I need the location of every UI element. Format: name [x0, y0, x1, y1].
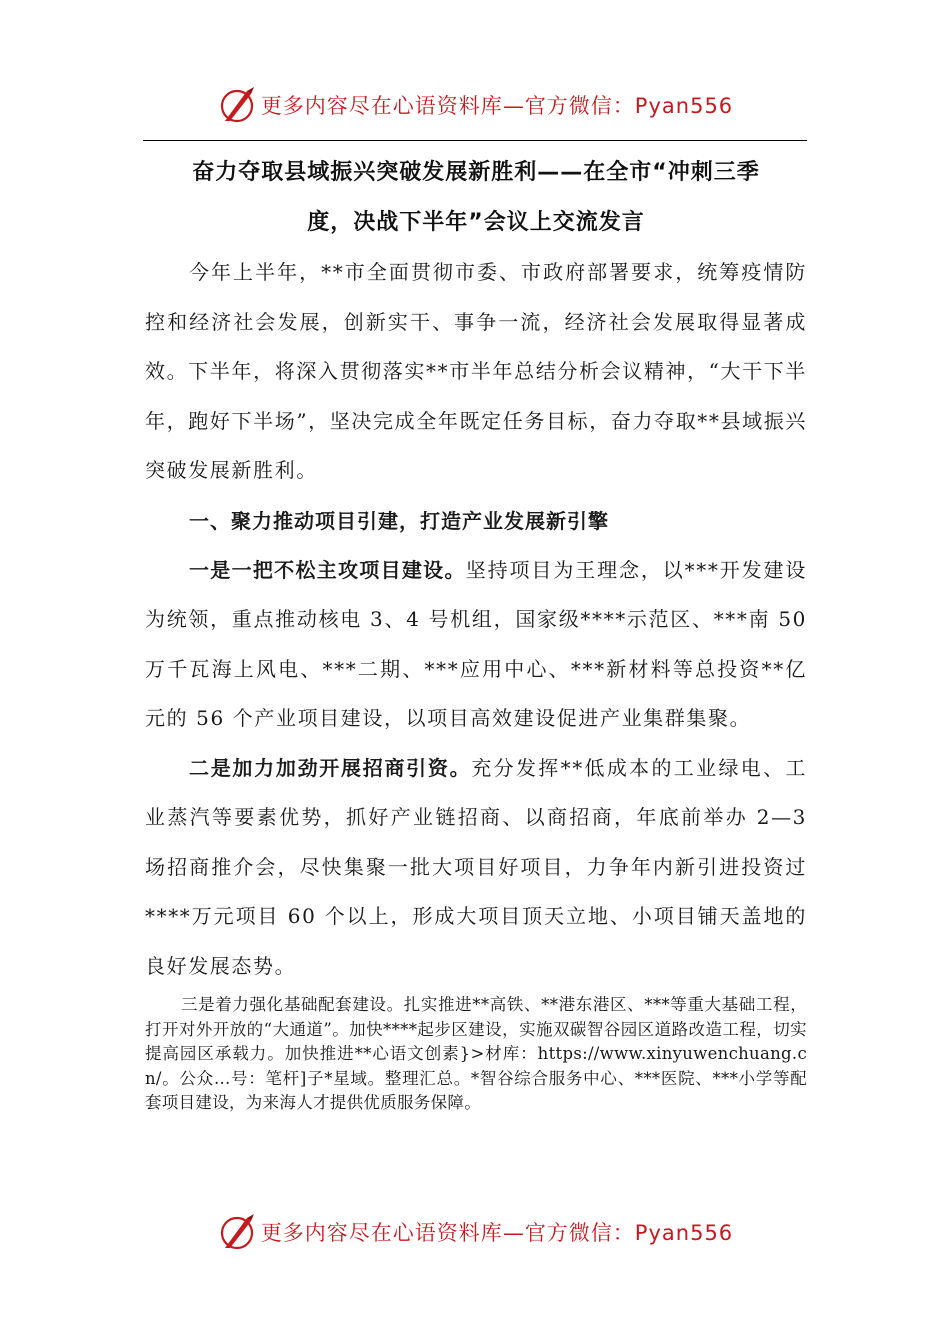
document-title-line-2: 度，决战下半年”会议上交流发言	[307, 210, 645, 235]
header-banner	[0, 80, 950, 130]
header-rule	[143, 140, 807, 141]
section-heading-1: 一、聚力推动项目引建，打造产业发展新引擎	[189, 508, 609, 533]
quill-pen-in-circle-icon	[217, 85, 257, 125]
point-2-paragraph	[145, 744, 807, 992]
document-body	[145, 148, 807, 1116]
point-1-paragraph	[145, 546, 807, 744]
point-1-lead: 一是一把不松主攻项目建设。	[189, 557, 466, 582]
point-3-paragraph: 三是着力强化基础配套建设。扎实推进**高铁、**港东港区、***等重大基础工程，打开对外开放的“大通道”。加快****起步区建设，实施双碳智谷园区道路改造工程，切实提高园区承载力。加快推进**心语文创素}>材库：https://www.xinyuwenchuang.cn/。公众…号：笔杆]子*星域。整理汇总。*智谷综合服务中心、***医院、***小学等配套项目建设，为来海人才提供优质服务保障。	[145, 995, 807, 1113]
point-2-lead: 二是加力加劲开展招商引资。	[189, 755, 472, 780]
footer-banner	[0, 1207, 950, 1257]
intro-paragraph: 今年上半年，**市全面贯彻市委、市政府部署要求，统筹疫情防控和经济社会发展，创新实干、事争一流，经济社会发展取得显著成效。下半年，将深入贯彻落实**市半年总结分析会议精神，“大干下半年，跑好下半场”，坚决完成全年既定任务目标，奋力夺取**县域振兴突破发展新胜利。	[145, 260, 807, 482]
banner-text: 更多内容尽在心语资料库—官方微信：Pyan556	[260, 1221, 734, 1245]
quill-pen-in-circle-icon	[217, 1212, 257, 1252]
banner-text: 更多内容尽在心语资料库—官方微信：Pyan556	[260, 94, 734, 118]
document-title-line-1: 奋力夺取县域振兴突破发展新胜利——在全市“冲刺三季	[192, 160, 760, 185]
point-2-body: 充分发挥**低成本的工业绿电、工业蒸汽等要素优势，抓好产业链招商、以商招商，年底前举办 2—3 场招商推介会，尽快集聚一批大项目好项目，力争年内新引进投资过****万元项目 60 个以上，形成大项目顶天立地、小项目铺天盖地的良好发展态势。	[145, 755, 807, 978]
point-1-body: 坚持项目为王理念，以***开发建设为统领，重点推动核电 3、4 号机组，国家级****示范区、***南 50 万千瓦海上风电、***二期、***应用中心、***新材料等总投资**亿元的 56 个产业项目建设，以项目高效建设促进产业集群集聚。	[145, 557, 808, 730]
